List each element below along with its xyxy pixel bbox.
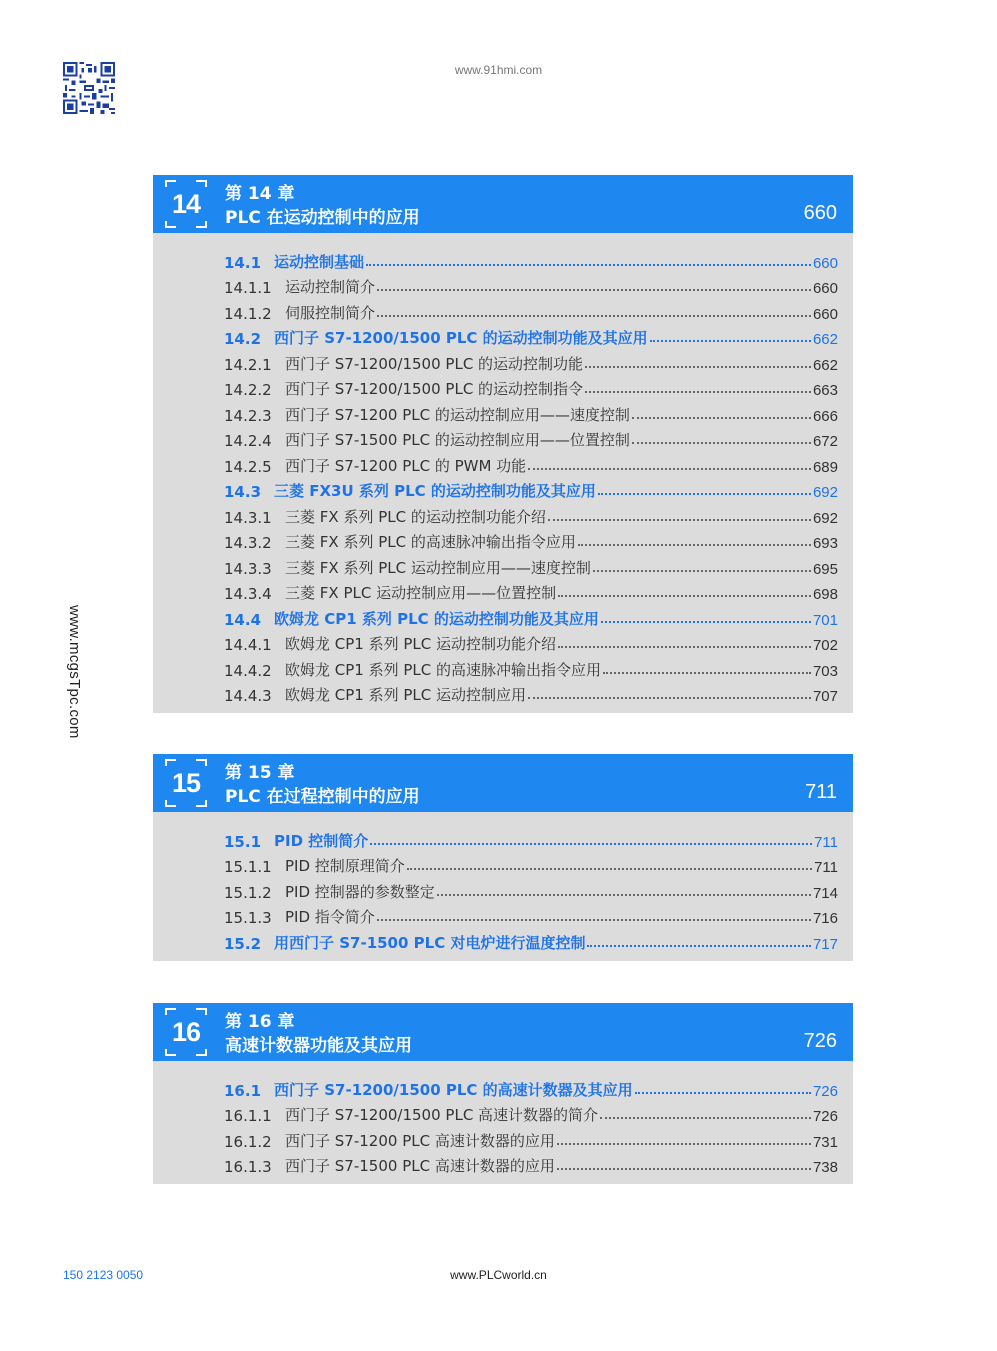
toc-title: 西门子 S7-1200 PLC 的 PWM 功能 <box>285 456 527 475</box>
toc-subsection-entry[interactable] <box>224 1151 838 1177</box>
toc-leader-dots <box>548 519 811 521</box>
toc-number: 14.3.3 <box>224 559 272 578</box>
toc-page: 701 <box>812 611 838 629</box>
chapter-label: 第 16 章 <box>225 1012 295 1032</box>
toc-subsection-entry[interactable] <box>224 399 838 425</box>
toc-number: 14.2.4 <box>224 432 272 450</box>
toc-leader-dots <box>528 468 811 470</box>
toc-page: 662 <box>812 356 838 374</box>
toc-leader-dots <box>377 289 811 291</box>
toc-page: 695 <box>812 560 838 578</box>
toc-number: 14.1 <box>224 253 262 272</box>
chapter-14-block <box>153 175 853 713</box>
chapter-16-block <box>153 1003 853 1184</box>
toc-page: 663 <box>812 382 838 399</box>
chapter-number: 15 <box>171 767 201 798</box>
toc-title: 欧姆龙 CP1 系列 PLC 运动控制应用 <box>285 686 527 704</box>
toc-list <box>153 812 853 961</box>
toc-subsection-entry[interactable] <box>224 851 838 877</box>
toc-subsection-entry[interactable] <box>224 1125 838 1151</box>
toc-page: 689 <box>812 458 838 476</box>
toc-title: 西门子 S7-1200/1500 PLC 高速计数器的简介 <box>285 1106 599 1124</box>
toc-leader-dots <box>585 366 811 368</box>
toc-leader-dots <box>370 843 812 845</box>
toc-title: 三菱 FX 系列 PLC 的高速脉冲输出指令应用 <box>285 533 576 551</box>
toc-page: 672 <box>812 433 838 450</box>
toc-section-entry[interactable] <box>224 603 838 629</box>
toc-number: 14.1.1 <box>224 279 272 297</box>
chapter-title: PLC 在运动控制中的应用 <box>225 208 420 228</box>
toc-number: 14.3 <box>224 483 262 501</box>
toc-page: 738 <box>812 1159 838 1176</box>
chapter-number-badge <box>165 759 207 807</box>
toc-number: 15.1.3 <box>224 909 272 927</box>
toc-title: 西门子 S7-1500 PLC 高速计数器的应用 <box>285 1157 555 1175</box>
toc-number: 14.3.4 <box>224 585 272 603</box>
toc-subsection-entry[interactable] <box>224 629 838 655</box>
toc-page: 717 <box>812 935 838 953</box>
toc-list <box>153 1061 853 1184</box>
toc-title: PID 控制简介 <box>274 831 369 850</box>
toc-section-entry[interactable] <box>224 825 838 851</box>
toc-title: 伺服控制简介 <box>285 303 376 322</box>
toc-subsection-entry[interactable] <box>224 527 838 553</box>
toc-number: 16.1.2 <box>224 1132 272 1151</box>
toc-number: 15.1 <box>224 832 262 851</box>
toc-title: 欧姆龙 CP1 系列 PLC 的运动控制功能及其应用 <box>274 609 599 628</box>
toc-number: 14.4.3 <box>224 687 272 705</box>
toc-page: 731 <box>812 1133 838 1151</box>
toc-page: 698 <box>812 586 838 603</box>
toc-page: 666 <box>812 407 838 425</box>
toc-page: 702 <box>812 637 838 654</box>
toc-number: 14.4.1 <box>224 636 272 654</box>
toc-subsection-entry[interactable] <box>224 374 838 400</box>
toc-number: 14.4 <box>224 610 262 629</box>
toc-page: 660 <box>812 305 838 323</box>
chapter-15-block <box>153 754 853 961</box>
toc-title: 三菱 FX 系列 PLC 的运动控制功能介绍 <box>285 507 546 526</box>
toc-title: 用西门子 S7-1500 PLC 对电炉进行温度控制 <box>274 933 586 952</box>
toc-number: 16.1.3 <box>224 1158 272 1176</box>
toc-leader-dots <box>650 340 811 342</box>
chapter-label: 第 15 章 <box>225 763 295 783</box>
toc-leader-dots <box>377 919 811 921</box>
toc-page: 692 <box>812 509 838 527</box>
toc-subsection-entry[interactable] <box>224 680 838 706</box>
chapter-page: 660 <box>803 202 837 224</box>
chapter-number-badge <box>165 1008 207 1056</box>
toc-page: 711 <box>814 833 838 851</box>
toc-subsection-entry[interactable] <box>224 902 838 928</box>
toc-title: 西门子 S7-1200/1500 PLC 的运动控制指令 <box>285 380 584 398</box>
toc-title: 欧姆龙 CP1 系列 PLC 的高速脉冲输出指令应用 <box>285 660 602 679</box>
chapter-title: PLC 在过程控制中的应用 <box>225 787 420 807</box>
toc-subsection-entry[interactable] <box>224 552 838 578</box>
toc-title: PID 控制器的参数整定 <box>285 882 435 901</box>
toc-number: 14.3.1 <box>224 508 272 527</box>
toc-page: 660 <box>812 280 838 297</box>
toc-title: 西门子 S7-1200/1500 PLC 的运动控制功能及其应用 <box>274 329 648 347</box>
toc-subsection-entry[interactable] <box>224 450 838 476</box>
chapter-number: 14 <box>171 188 201 219</box>
toc-title: 运动控制简介 <box>285 278 376 296</box>
header-url: www.91hmi.com <box>454 63 543 77</box>
toc-leader-dots <box>407 868 812 870</box>
toc-subsection-entry[interactable] <box>224 876 838 902</box>
chapter-title: 高速计数器功能及其应用 <box>225 1036 412 1056</box>
toc-title: 三菱 FX 系列 PLC 运动控制应用——速度控制 <box>285 558 591 577</box>
chapter-page: 711 <box>805 781 837 803</box>
toc-leader-dots <box>558 595 811 597</box>
toc-leader-dots <box>632 417 811 419</box>
toc-title: 三菱 FX PLC 运动控制应用——位置控制 <box>285 584 557 602</box>
toc-subsection-entry[interactable] <box>224 1100 838 1126</box>
footer-url: www.PLCworld.cn <box>450 1268 547 1282</box>
toc-title: PID 控制原理简介 <box>285 857 405 875</box>
toc-number: 15.1.2 <box>224 883 272 902</box>
toc-title: 西门子 S7-1200 PLC 的运动控制应用——速度控制 <box>285 405 630 424</box>
toc-section-entry[interactable] <box>224 246 838 272</box>
toc-title: 西门子 S7-1500 PLC 的运动控制应用——位置控制 <box>285 431 630 449</box>
toc-page: 716 <box>812 910 838 927</box>
toc-leader-dots <box>632 442 811 444</box>
toc-page: 726 <box>812 1082 838 1100</box>
toc-subsection-entry[interactable] <box>224 297 838 323</box>
toc-leader-dots <box>601 621 811 623</box>
chapter-label: 第 14 章 <box>225 184 295 204</box>
toc-section-entry[interactable] <box>224 927 838 953</box>
toc-page: 711 <box>814 859 838 876</box>
chapter-number: 16 <box>171 1016 201 1047</box>
chapter-number-badge <box>165 180 207 228</box>
toc-subsection-entry[interactable] <box>224 578 838 604</box>
chapter-header <box>153 754 853 812</box>
toc-page: 714 <box>812 884 838 902</box>
toc-leader-dots <box>557 1168 811 1170</box>
toc-leader-dots <box>366 264 811 266</box>
toc-leader-dots <box>585 391 811 393</box>
toc-number: 14.2 <box>224 330 262 348</box>
toc-page: 693 <box>812 535 838 552</box>
toc-title: 运动控制基础 <box>274 252 365 271</box>
toc-section-entry[interactable] <box>224 476 838 502</box>
chapter-page: 726 <box>803 1030 837 1052</box>
toc-page: 692 <box>812 484 838 501</box>
toc-list <box>153 233 853 713</box>
toc-number: 14.2.3 <box>224 406 272 425</box>
toc-title: 三菱 FX3U 系列 PLC 的运动控制功能及其应用 <box>274 482 596 500</box>
toc-leader-dots <box>587 945 811 947</box>
toc-subsection-entry[interactable] <box>224 425 838 451</box>
toc-number: 14.2.5 <box>224 457 272 476</box>
toc-page: 707 <box>812 688 838 705</box>
toc-number: 15.2 <box>224 934 262 953</box>
toc-number: 14.3.2 <box>224 534 272 552</box>
toc-leader-dots <box>557 1143 811 1145</box>
toc-title: 西门子 S7-1200 PLC 高速计数器的应用 <box>285 1131 555 1150</box>
toc-leader-dots <box>600 1117 811 1119</box>
toc-number: 16.1.1 <box>224 1107 272 1125</box>
toc-leader-dots <box>437 894 811 896</box>
toc-title: 欧姆龙 CP1 系列 PLC 运动控制功能介绍 <box>285 635 557 653</box>
toc-subsection-entry[interactable] <box>224 348 838 374</box>
side-url: www.mcgsTpc.com <box>66 605 83 739</box>
toc-page: 703 <box>812 662 838 680</box>
toc-title: 西门子 S7-1200/1500 PLC 的运动控制功能 <box>285 354 584 373</box>
toc-leader-dots <box>598 493 811 495</box>
toc-leader-dots <box>635 1092 811 1094</box>
toc-leader-dots <box>558 646 811 648</box>
toc-subsection-entry[interactable] <box>224 654 838 680</box>
toc-leader-dots <box>603 672 811 674</box>
toc-leader-dots <box>578 544 811 546</box>
toc-page: 662 <box>812 331 838 348</box>
toc-leader-dots <box>377 315 811 317</box>
toc-title: PID 指令简介 <box>285 908 375 926</box>
toc-page: 726 <box>812 1108 838 1125</box>
footer-phone: 150 2123 0050 <box>63 1268 144 1282</box>
toc-section-entry[interactable] <box>224 1074 838 1100</box>
toc-number: 14.2.1 <box>224 355 272 374</box>
chapter-header <box>153 1003 853 1061</box>
toc-number: 14.4.2 <box>224 661 272 680</box>
toc-subsection-entry[interactable] <box>224 272 838 298</box>
toc-number: 14.2.2 <box>224 381 272 399</box>
toc-number: 15.1.1 <box>224 858 272 876</box>
toc-leader-dots <box>593 570 811 572</box>
toc-subsection-entry[interactable] <box>224 501 838 527</box>
toc-page: 660 <box>812 254 838 272</box>
toc-number: 16.1 <box>224 1081 262 1100</box>
chapter-header <box>153 175 853 233</box>
toc-title: 西门子 S7-1200/1500 PLC 的高速计数器及其应用 <box>274 1080 633 1099</box>
toc-leader-dots <box>528 697 811 699</box>
toc-number: 14.1.2 <box>224 304 272 323</box>
toc-section-entry[interactable] <box>224 323 838 349</box>
